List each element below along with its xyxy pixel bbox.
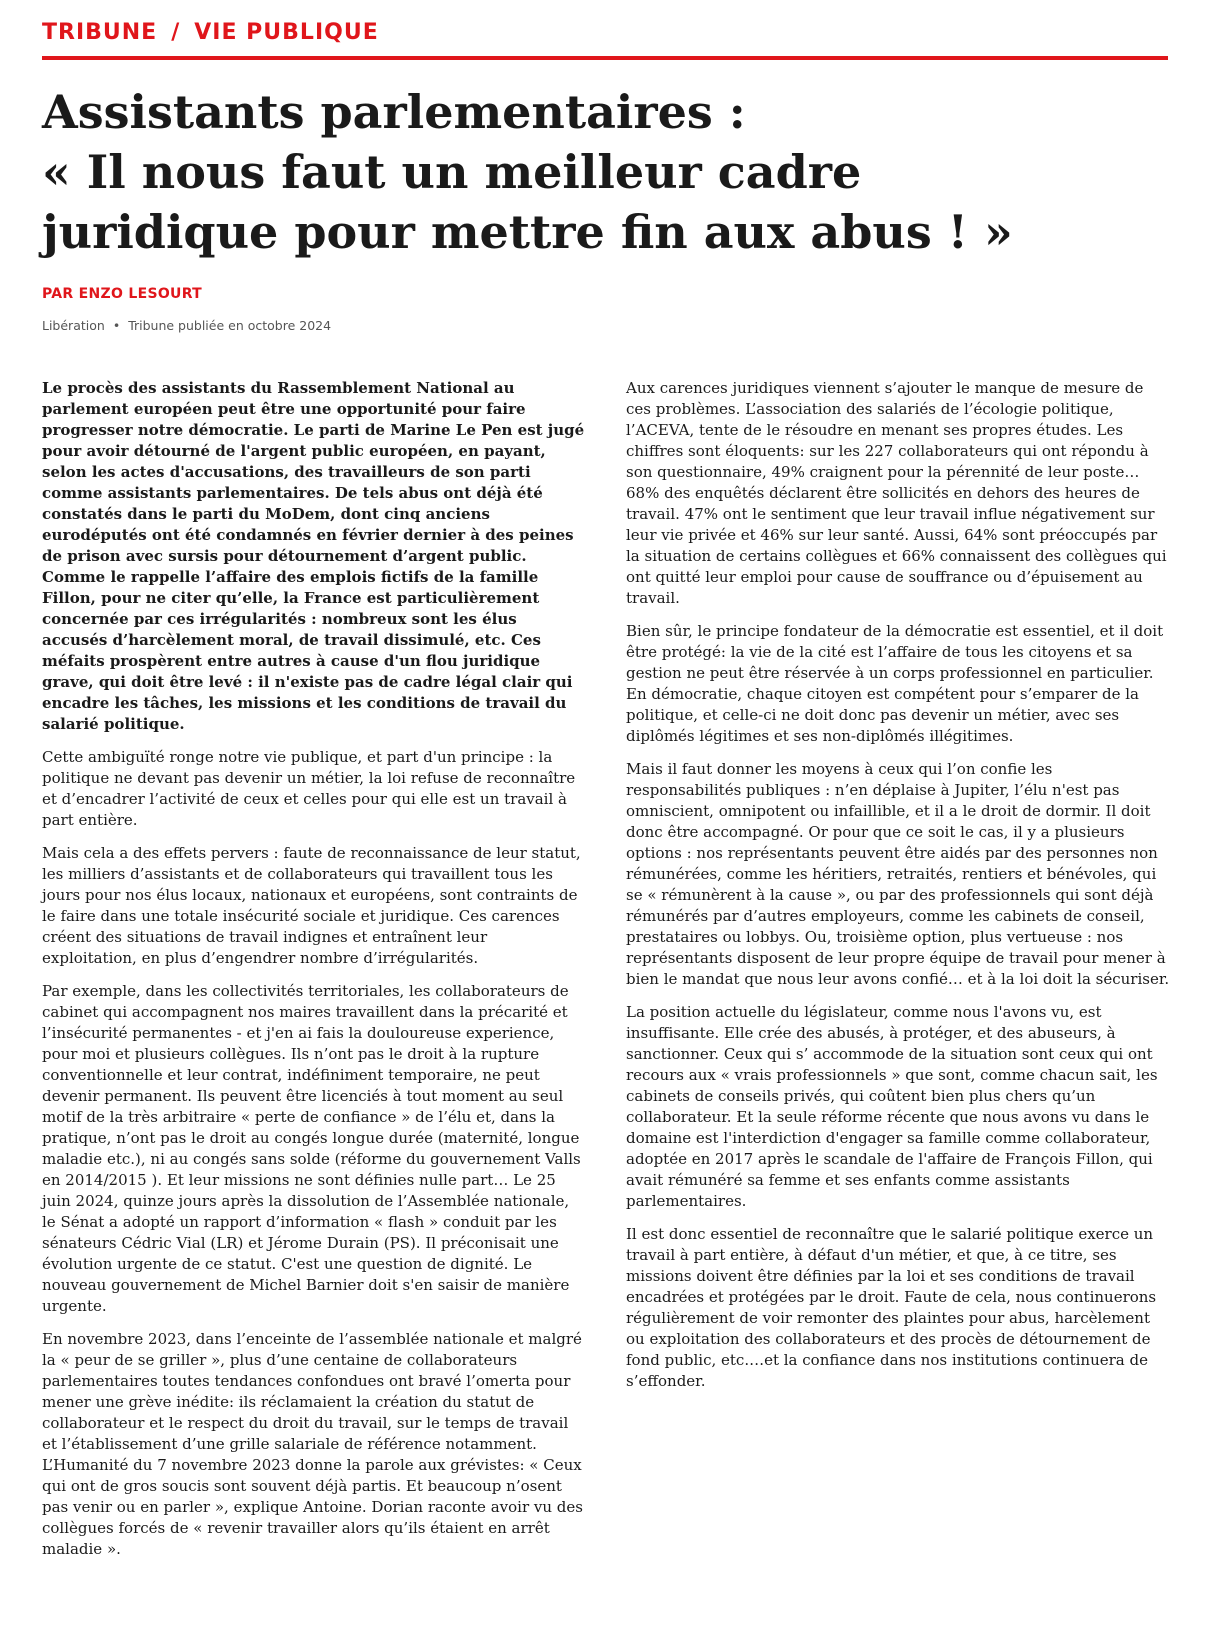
headline-line: Assistants parlementaires :: [42, 85, 746, 139]
body-paragraph: Aux carences juridiques viennent s’ajouter le manque de mesure de ces problèmes. L’association des salariés de l’écologie politique, l’ACEVA, tente de le résoudre en menant ses propres études. Les chiffres sont éloquents: sur les 227 collaborateurs qui ont répondu à son questionnaire, 49% craignent pour la pérennité de leur poste… 68% des enquêtés déclarent être sollicités en dehors des heures de travail. 47% ont le sentiment que leur travail influe négativement sur leur vie privée et 46% sur leur santé. Aussi, 64% sont préoccupés par la situation de certains collègues et 66% connaissent des collègues qui ont quitté leur emploi pour cause de souffrance ou d’épuisement au travail.: [626, 379, 1167, 607]
article-column-left: [42, 378, 586, 1572]
rubric-separator: /: [171, 20, 181, 45]
body-paragraph: Il est donc essentiel de reconnaître que le salarié politique exerce un travail à part entière, à défaut d'un métier, et que, à ce titre, ses missions doivent être définies par la loi et ses conditions de travail encadrées et protégées par le droit. Faute de cela, nous continuerons régulièrement de voir remonter des plaintes pour abus, harcèlement ou exploitation des collaborateurs et des procès de détournement de fond public, etc.…et la confiance dans nos institutions continuera de s’effonder.: [626, 1225, 1157, 1390]
publication-name: Libération: [42, 318, 105, 333]
body-paragraph: Mais il faut donner les moyens à ceux qui l’on confie les responsabilités publiques : n’en déplaise à Jupiter, l’élu n'est pas omniscient, omnipotent ou infaillible, et il a le droit de dormir. Il doit donc être accompagné. Or pour que ce soit le cas, il y a plusieurs options : nos représentants peuvent être aidés par des personnes non rémunérées, comme les héritiers, retraités, rentiers et bénévoles, qui se « rémunèrent à la cause », ou par des professionnels qui sont déjà rémunérés par d’autres employeurs, comme les cabinets de conseil, prestataires ou lobbys. Ou, troisième option, plus vertueuse : nos représentants disposent de leur propre équipe de travail pour mener à bien le mandat que nous leur avons confié… et à la loi doit la sécuriser.: [626, 760, 1170, 988]
section-rubric: [42, 20, 379, 45]
author-byline[interactable]: PAR ENZO LESOURT: [42, 286, 203, 302]
publication-date-note: Tribune publiée en octobre 2024: [128, 318, 332, 333]
body-paragraph: Mais cela a des effets pervers : faute de reconnaissance de leur statut, les milliers d’assistants et de collaborateurs qui travaillent tous les jours pour nos élus locaux, nationaux et européens, sont contraints de le faire dans une totale insécurité sociale et juridique. Ces carences créent des situations de travail indignes et entraînent leur exploitation, en plus d’engendrer nombre d’irrégularités.: [42, 844, 581, 967]
rubric-section[interactable]: TRIBUNE: [42, 20, 158, 45]
article-column-right: [626, 378, 1170, 1404]
rubric-topic[interactable]: VIE PUBLIQUE: [194, 20, 379, 45]
header-divider: [42, 56, 1168, 60]
headline-line: « Il nous faut un meilleur cadre: [42, 145, 862, 199]
body-paragraph: La position actuelle du législateur, comme nous l'avons vu, est insuffisante. Elle crée des abusés, à protéger, et des abuseurs, à sanctionner. Ceux qui s’ accommode de la situation sont ceux qui ont recours aux « vrais professionnels » que sont, comme chacun sait, les cabinets de conseils privés, qui coûtent bien plus chers qu’un collaborateur. Et la seule réforme récente que nous avons vu dans le domaine est l'interdiction d'engager sa famille comme collaborateur, adoptée en 2017 après le scandale de l'affaire de François Fillon, qui avait rémunéré sa femme et ses enfants comme assistants parlementaires.: [626, 1003, 1158, 1210]
body-paragraph: En novembre 2023, dans l’enceinte de l’assemblée nationale et malgré la « peur de se griller », plus d’une centaine de collaborateurs parlementaires toutes tendances confondues ont bravé l’omerta pour mener une grève inédite: ils réclamaient la création du statut de collaborateur et le respect du droit du travail, sur le temps de travail et l’établissement d’une grille salariale de référence notamment. L’Humanité du 7 novembre 2023 donne la parole aux grévistes: « Ceux qui ont de gros soucis sont souvent déjà partis. Et beaucoup n’osent pas venir ou en parler », explique Antoine. Dorian raconte avoir vu des collègues forcés de « revenir travailler alors qu’ils étaient en arrêt maladie ».: [42, 1330, 583, 1558]
article-meta: [42, 318, 331, 333]
body-paragraph: Cette ambiguïté ronge notre vie publique, et part d'un principe : la politique ne devant pas devenir un métier, la loi refuse de reconnaître et d’encadrer l’activité de ceux et celles pour qui elle est un travail à part entière.: [42, 748, 576, 829]
article-headline: [42, 82, 1168, 262]
headline-line: juridique pour mettre fin aux abus ! »: [42, 205, 1013, 259]
lead-paragraph: Le procès des assistants du Rassemblement National au parlement européen peut être une opportunité pour faire progresser notre démocratie. Le parti de Marine Le Pen est jugé pour avoir détourné de l'argent public européen, en payant, selon les actes d'accusations, des travailleurs de son parti comme assistants parlementaires. De tels abus ont déjà été constatés dans le parti du MoDem, dont cinq anciens eurodéputés ont été condamnés en février dernier à des peines de prison avec sursis pour détournement d’argent public. Comme le rappelle l’affaire des emplois fictifs de la famille Fillon, pour ne citer qu’elle, la France est particulièrement concernée par ces irrégularités : nombreux sont les élus accusés d’harcèlement moral, de travail dissimulé, etc. Ces méfaits prospèrent entre autres à cause d'un flou juridique grave, qui doit être levé : il n'existe pas de cadre légal clair qui encadre les tâches, les missions et les conditions de travail du salarié politique.: [42, 379, 585, 733]
body-paragraph: Par exemple, dans les collectivités territoriales, les collaborateurs de cabinet qui accompagnent nos maires travaillent dans la précarité et l’insécurité permanentes - et j'en ai fais la douloureuse experience, pour moi et plusieurs collègues. Ils n’ont pas le droit à la rupture conventionnelle et leur contrat, indéfiniment temporaire, ne peut devenir permanent. Ils peuvent être licenciés à tout moment au seul motif de la très arbitraire « perte de confiance » de l’élu et, dans la pratique, n’ont pas le droit au congés longue durée (maternité, longue maladie etc.), ni au congés sans solde (réforme du gouvernement Valls en 2014/2015 ). Et leur missions ne sont définies nulle part… Le 25 juin 2024, quinze jours après la dissolution de l’Assemblée nationale, le Sénat a adopté un rapport d’information « flash » conduit par les sénateurs Cédric Vial (LR) et Jérome Durain (PS). Il préconisait une évolution urgente de ce statut. C'est une question de dignité. Le nouveau gouvernement de Michel Barnier doit s'en saisir de manière urgente.: [42, 982, 581, 1315]
meta-separator: •: [112, 318, 121, 333]
body-paragraph: Bien sûr, le principe fondateur de la démocratie est essentiel, et il doit être protégé: la vie de la cité est l’affaire de tous les citoyens et sa gestion ne peut être réservée à un corps professionnel en particulier. En démocratie, chaque citoyen est compétent pour s’emparer de la politique, et celle-ci ne doit donc pas devenir un métier, avec ses diplômés légitimes et ses non-diplômés illégitimes.: [626, 622, 1164, 745]
